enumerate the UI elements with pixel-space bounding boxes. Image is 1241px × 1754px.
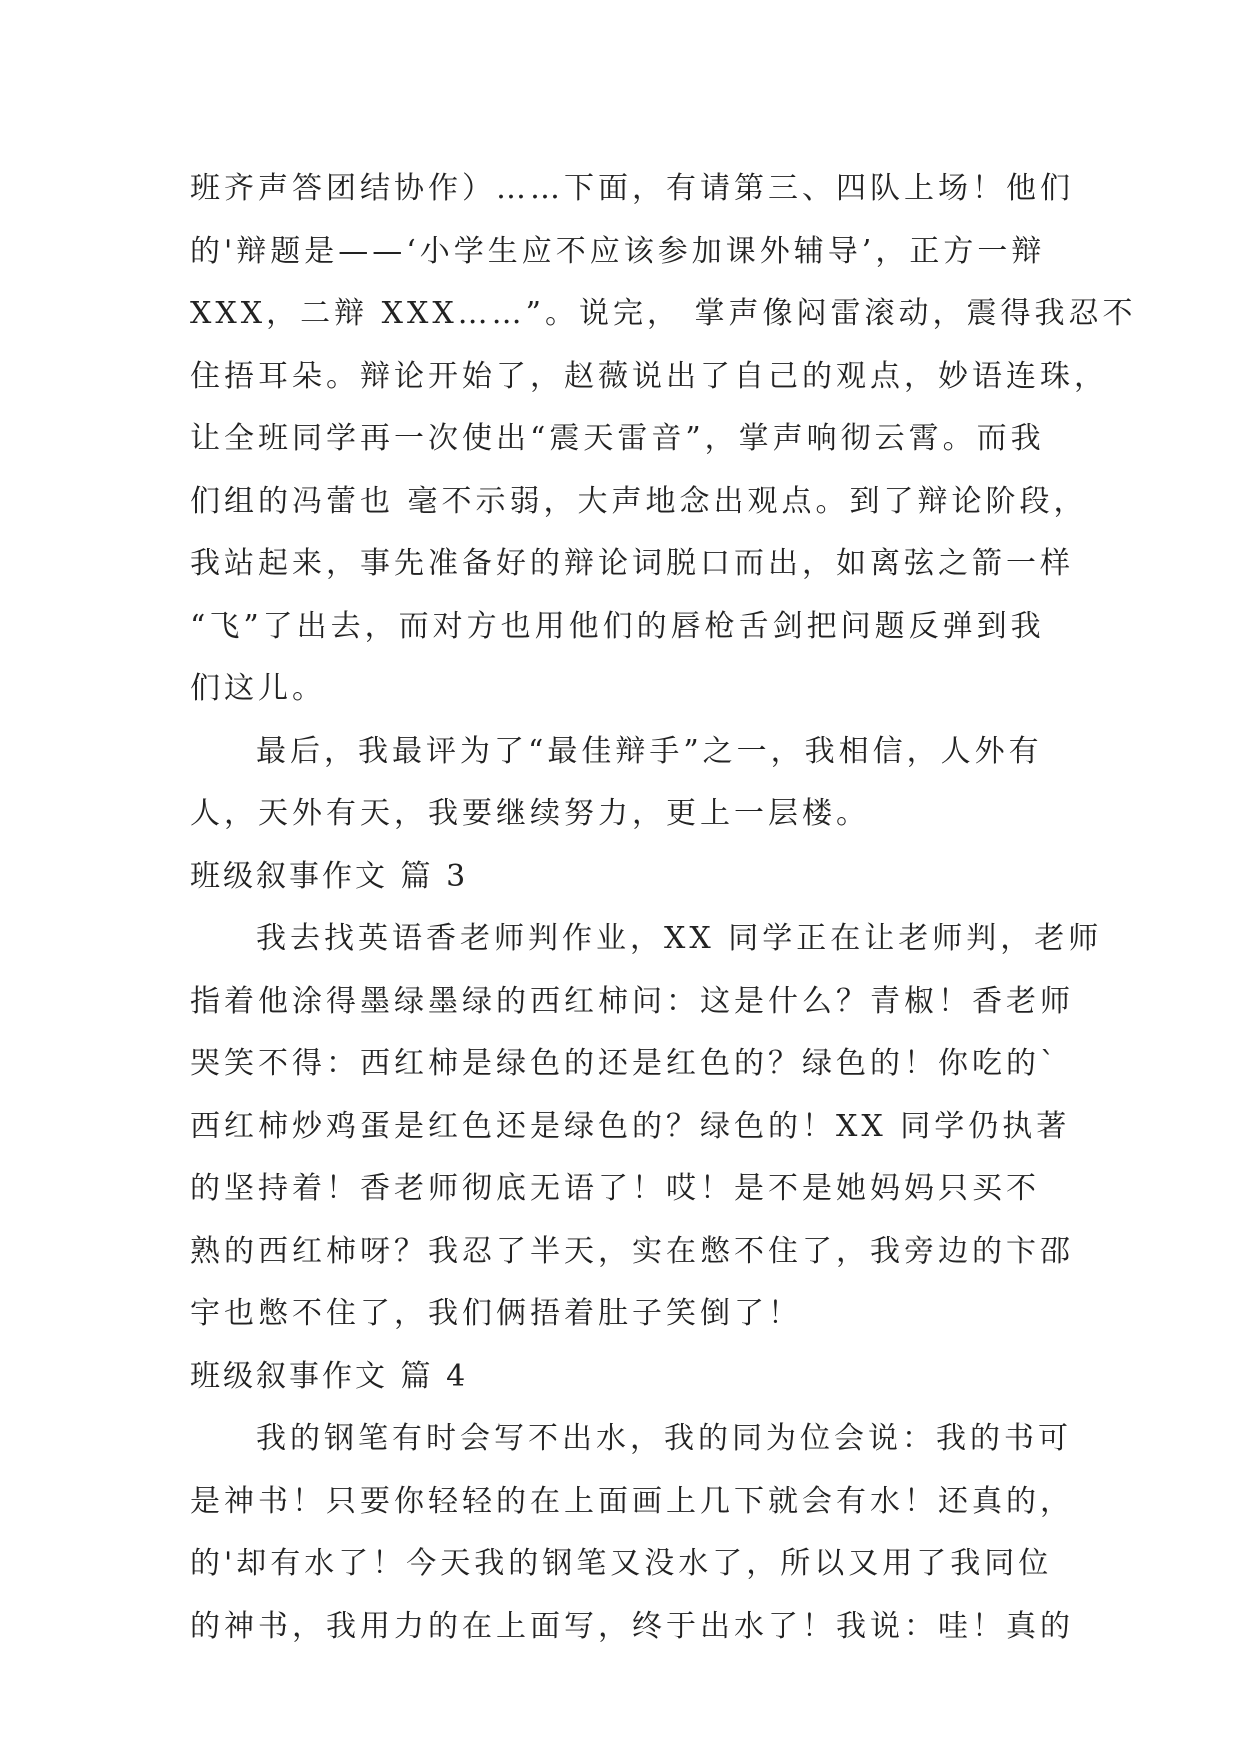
paragraph-first-line: 我去找英语香老师判作业，XX 同学正在让老师判，老师	[256, 921, 1103, 956]
text-line: 是神书！只要你轻轻的在上面画上几下就会有水！还真的，	[190, 1483, 1074, 1519]
text-line: 们这儿。	[190, 671, 326, 706]
text-line: 的坚持着！香老师彻底无语了！哎！是不是她妈妈只买不	[190, 1171, 1040, 1206]
text-line: “飞”了出去，而对方也用他们的唇枪舌剑把问题反弹到我	[190, 608, 1045, 644]
text-line: 哭笑不得：西红柿是绿色的还是红色的？绿色的！你吃的`	[190, 1046, 1059, 1081]
paragraph-first-line: 我的钢笔有时会写不出水，我的同为位会说：我的书可	[256, 1421, 1072, 1456]
paragraph-first-line: 最后，我最评为了“最佳辩手”之一，我相信，人外有	[256, 733, 1043, 769]
text-line: 熟的西红柿呀？我忍了半天，实在憋不住了，我旁边的卞邵	[190, 1233, 1074, 1269]
text-line: 人，天外有天，我要继续努力，更上一层楼。	[190, 796, 870, 831]
text-line: 我站起来，事先准备好的辩论词脱口而出，如离弦之箭一样	[190, 546, 1074, 581]
text-line: 们组的冯蕾也 毫不示弱，大声地念出观点。到了辩论阶段，	[190, 483, 1088, 519]
text-line: 的'辩题是——‘小学生应不应该参加课外辅导’，正方一辩	[190, 233, 1046, 269]
text-line: 住捂耳朵。辩论开始了，赵薇说出了自己的观点，妙语连珠，	[190, 358, 1108, 394]
text-line: 西红柿炒鸡蛋是红色还是绿色的？绿色的！XX 同学仍执著	[190, 1108, 1071, 1144]
section-heading: 班级叙事作文 篇 3	[190, 858, 469, 894]
text-line: 的'却有水了！今天我的钢笔又没水了，所以又用了我同位	[190, 1546, 1053, 1581]
text-line: 班齐声答团结协作）……下面，有请第三、四队上场！他们	[190, 171, 1074, 206]
document-body	[190, 158, 1137, 1658]
text-line: 让全班同学再一次使出“震天雷音”，掌声响彻云霄。而我	[190, 421, 1045, 456]
text-line: XXX，二辩 XXX……”。说完， 掌声像闷雷滚动，震得我忍不	[190, 296, 1137, 331]
section-heading: 班级叙事作文 篇 4	[190, 1358, 469, 1394]
text-line: 指着他涂得墨绿墨绿的西红柿问：这是什么？青椒！香老师	[190, 983, 1074, 1019]
text-line: 的神书，我用力的在上面写，终于出水了！我说：哇！真的	[190, 1608, 1074, 1644]
text-line: 宇也憋不住了，我们俩捂着肚子笑倒了！	[190, 1296, 802, 1331]
